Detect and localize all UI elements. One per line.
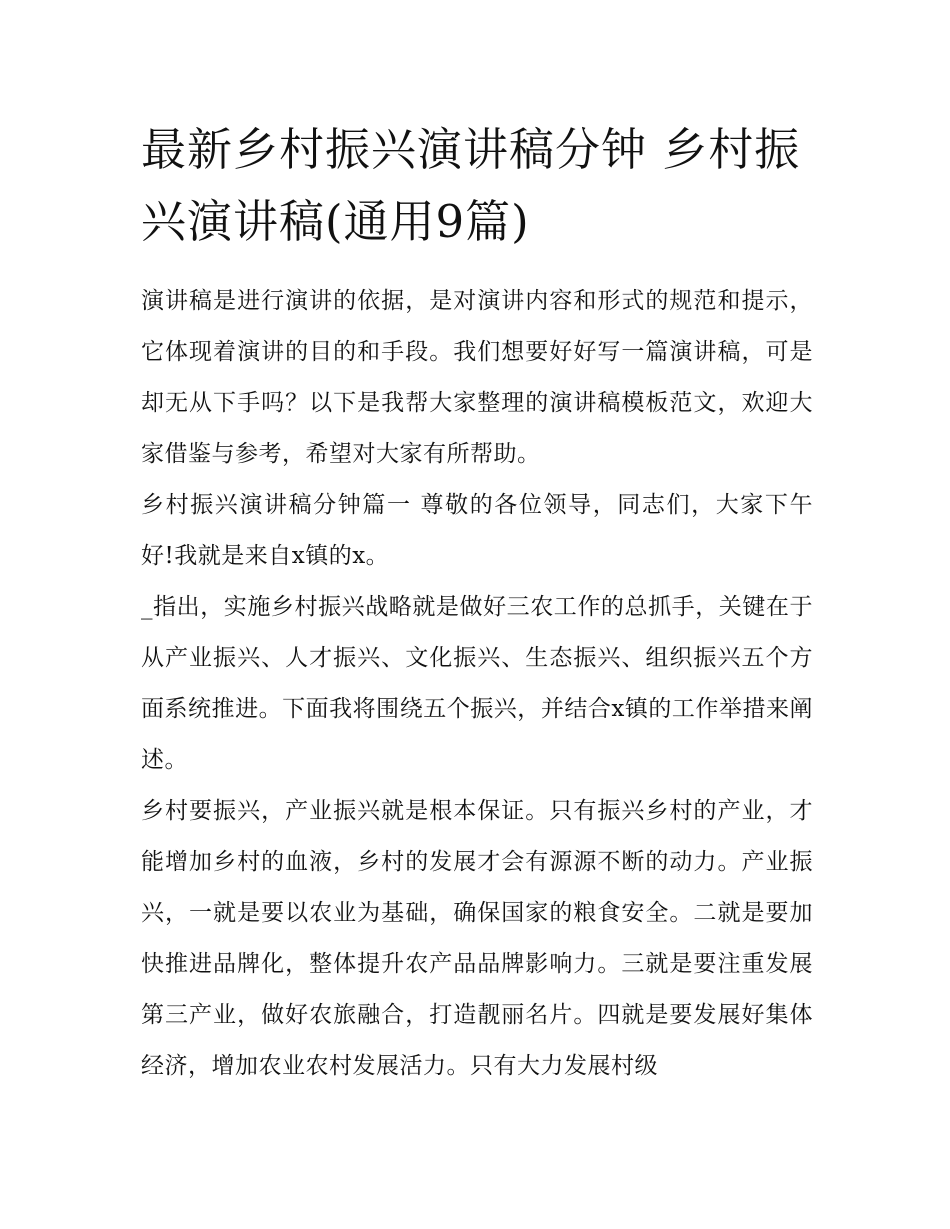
paragraph-industry: 乡村要振兴，产业振兴就是根本保证。只有振兴乡村的产业，才能增加乡村的血液，乡村的发展才会有源源不断的动力。产业振兴，一就是要以农业为基础，确保国家的粮食安全。二就是要加快推进品牌化，整体提升农产品品牌影响力。三就是要注重发展第三产业，做好农旅融合，打造靓丽名片。四就是要发展好集体经济，增加农业农村发展活力。只有大力发展村级	[141, 798, 813, 1079]
paragraph-intro: 演讲稿是进行演讲的依据，是对演讲内容和形式的规范和提示，它体现着演讲的目的和手段。我们想要好好写一篇演讲稿，可是却无从下手吗？以下是我帮大家整理的演讲稿模板范文，欢迎大家借鉴与参考，希望对大家有所帮助。	[141, 288, 813, 467]
paragraph-strategy: _指出，实施乡村振兴战略就是做好三农工作的总抓手，关键在于从产业振兴、人才振兴、文化振兴、生态振兴、组织振兴五个方面系统推进。下面我将围绕五个振兴，并结合x镇的工作举措来阐述。	[141, 594, 813, 773]
paragraph-speech-opening: 乡村振兴演讲稿分钟篇一 尊敬的各位领导，同志们，大家下午好!我就是来自x镇的x。	[141, 492, 813, 569]
document-title: 最新乡村振兴演讲稿分钟 乡村振兴演讲稿(通用9篇)	[141, 123, 801, 248]
document-body	[141, 114, 813, 1092]
